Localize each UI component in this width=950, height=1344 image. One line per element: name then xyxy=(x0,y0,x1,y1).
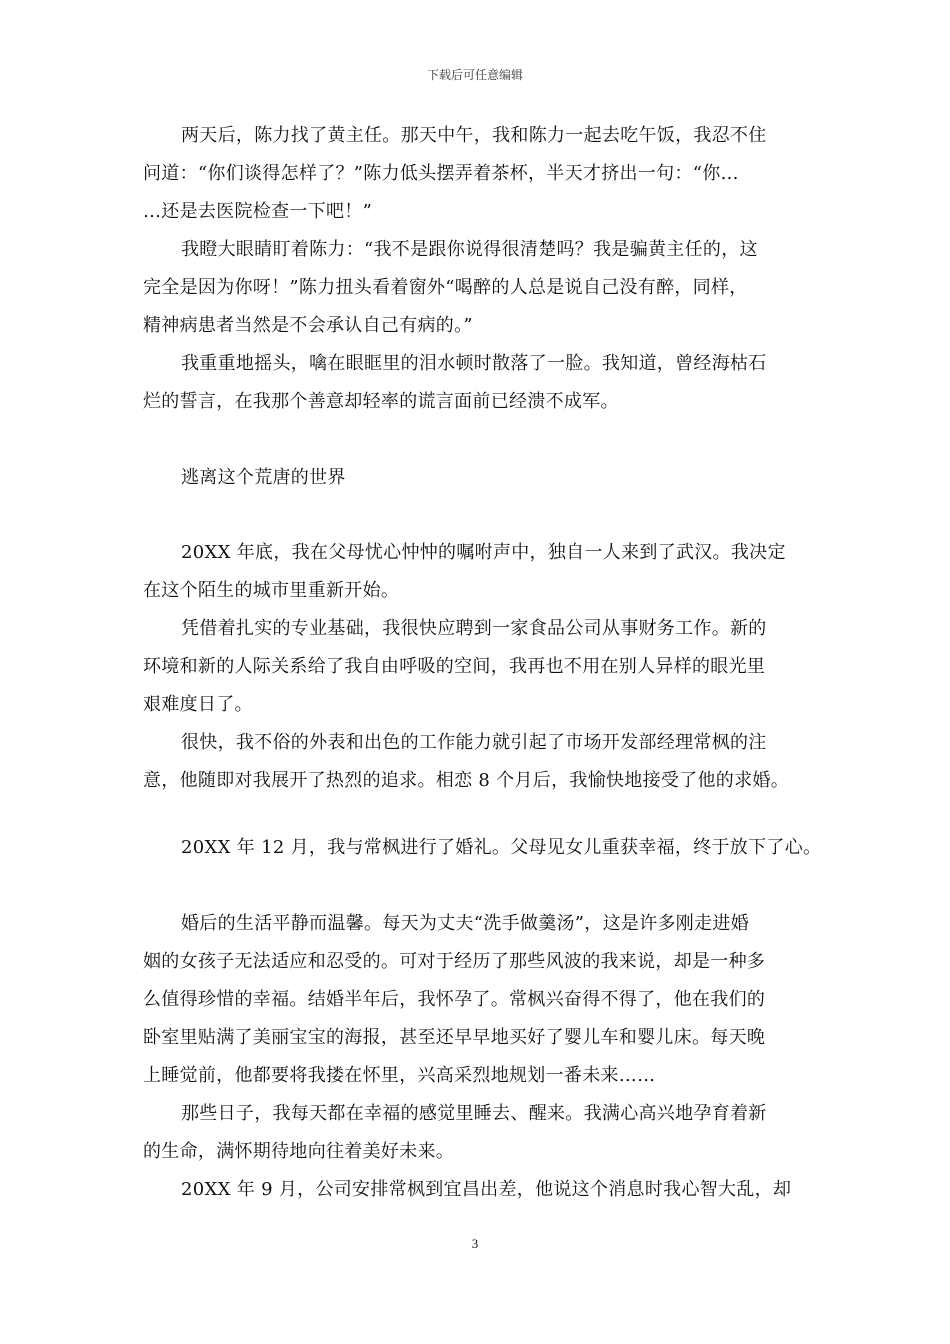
paragraph-line: 卧室里贴满了美丽宝宝的海报，甚至还早早地买好了婴儿车和婴儿床。每天晚 xyxy=(143,1027,766,1048)
paragraph-line: 很快，我不俗的外表和出色的工作能力就引起了市场开发部经理常枫的注 xyxy=(181,732,767,753)
paragraph-line: 婚后的生活平静而温馨。每天为丈夫“洗手做羹汤”，这是许多刚走进婚 xyxy=(181,913,750,934)
page-number: 3 xyxy=(471,1236,479,1251)
paragraph-line: 在这个陌生的城市里重新开始。 xyxy=(143,580,400,601)
paragraph-line: 的生命，满怀期待地向往着美好未来。 xyxy=(143,1141,455,1162)
paragraph-line: 20XX 年 9 月，公司安排常枫到宜昌出差，他说这个消息时我心智大乱，却 xyxy=(181,1179,792,1200)
paragraph-line: 精神病患者当然是不会承认自己有病的。” xyxy=(143,315,473,336)
paragraph-line: 姻的女孩子无法适应和忍受的。可对于经历了那些风波的我来说，却是一种多 xyxy=(143,951,766,972)
paragraph-line: 上睡觉前，他都要将我搂在怀里，兴高采烈地规划一番未来…… xyxy=(143,1065,656,1086)
paragraph-line: 问道：“你们谈得怎样了？”陈力低头摆弄着茶杯，半天才挤出一句：“你… xyxy=(143,163,739,184)
paragraph-line: 那些日子，我每天都在幸福的感觉里睡去、醒来。我满心高兴地孕育着新 xyxy=(181,1103,767,1124)
section-heading: 逃离这个荒唐的世界 xyxy=(181,467,346,488)
paragraph-line: …还是去医院检查一下吧！” xyxy=(143,201,373,222)
paragraph-line: 烂的誓言，在我那个善意却轻率的谎言面前已经溃不成军。 xyxy=(143,391,619,412)
paragraph-line: 凭借着扎实的专业基础，我很快应聘到一家食品公司从事财务工作。新的 xyxy=(181,618,767,639)
paragraph-line: 我瞪大眼睛盯着陈力：“我不是跟你说得很清楚吗？我是骗黄主任的，这 xyxy=(181,239,758,260)
paragraph-line: 么值得珍惜的幸福。结婚半年后，我怀孕了。常枫兴奋得不得了，他在我们的 xyxy=(143,989,766,1010)
paragraph-line: 20XX 年底，我在父母忧心忡忡的嘱咐声中，独自一人来到了武汉。我决定 xyxy=(181,542,786,563)
paragraph-line: 意，他随即对我展开了热烈的追求。相恋 8 个月后，我愉快地接受了他的求婚。 xyxy=(143,770,789,791)
paragraph-line: 我重重地摇头，噙在眼眶里的泪水顿时散落了一脸。我知道，曾经海枯石 xyxy=(181,353,767,374)
paragraph-line: 完全是因为你呀！”陈力扭头看着窗外“喝醉的人总是说自己没有醉，同样， xyxy=(143,277,748,298)
paragraph-line: 20XX 年 12 月，我与常枫进行了婚礼。父母见女儿重获幸福，终于放下了心。 xyxy=(181,837,822,858)
paragraph-line: 两天后，陈力找了黄主任。那天中午，我和陈力一起去吃午饭，我忍不住 xyxy=(181,125,767,146)
paragraph-line: 艰难度日了。 xyxy=(143,694,253,715)
paragraph-line: 环境和新的人际关系给了我自由呼吸的空间，我再也不用在别人异样的眼光里 xyxy=(143,656,766,677)
page-header: 下载后可任意编辑 xyxy=(426,68,523,82)
